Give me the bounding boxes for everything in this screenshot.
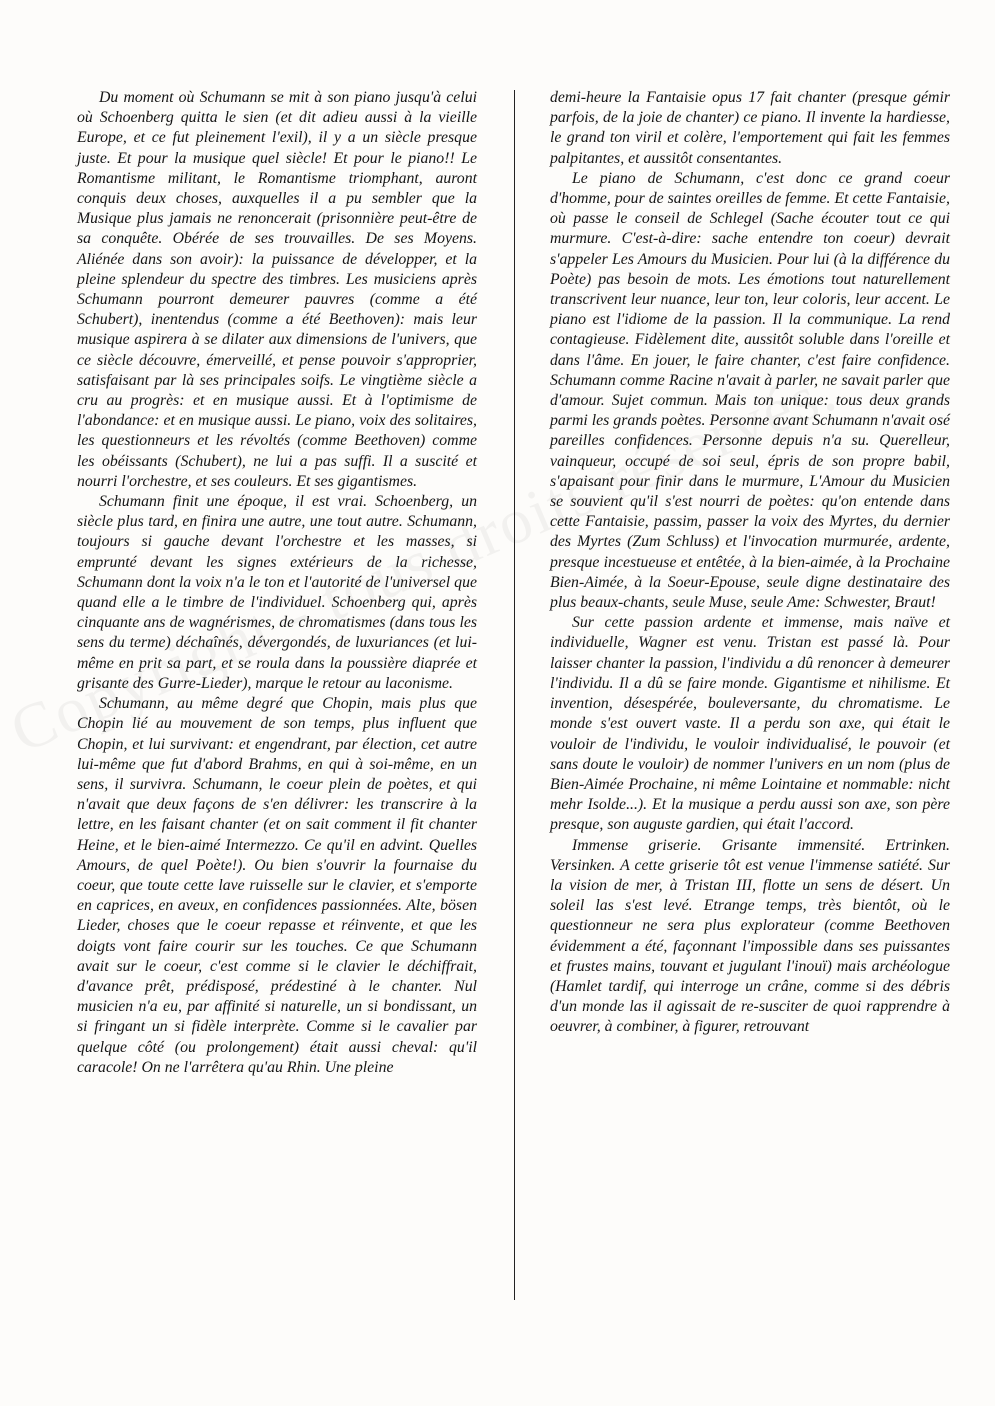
- paragraph: Schumann finit une époque, il est vrai. Schoenberg, un siècle plus tard, en finira une autre, une tout autre. Schumann, toujours si gauche devant l'orchestre et les masses, si emprunté devant les signes extérieurs de la richesse, Schumann dont la voix n'a le ton et l'autorité de l'universel que quand elle a le timbre de l'individuel. Schoenberg qui, après cinquante ans de wagnérismes, de chromatismes (dans tous les sens du terme) déchaînés, dévergondés, de luxuriances (et lui-même en prit sa part, et se roula dans la poussière diaprée et grisante des Gurre-Lieder), marque le retour au laconisme.: [77, 493, 477, 692]
- paragraph: Le piano de Schumann, c'est donc ce grand coeur d'homme, pour de saintes oreilles de femme. Et cette Fantaisie, où passe le conseil de Schlegel (Sache écouter tout ce qui murmure. C'est-à-dire: sache entendre ton coeur) devrait s'appeler Les Amours du Musicien. Pour lui (à la différence du Poète) pas besoin de mots. Les émotions tout naturellement transcrivent leur nuance, leur ton, leur coloris, leur accent. Le piano est l'idiome de la passion. Il la communique. La rend contagieuse. Fidèlement dite, aussitôt soluble dans l'oreille et dans l'âme. En jouer, le faire chanter, c'est faire confidence. Schumann comme Racine n'avait à parler, ne savait parler que d'amour. Sujet commun. Mais ton unique: tous deux grands parmi les grands poètes. Personne avant Schumann n'avait osé pareilles confidences. Personne depuis n'a su. Querelleur, vainqueur, occupé de soi seul, épris de son propre babil, s'apaisant pour finir dans le murmure, L'Amour du Musicien se souvient qu'il s'est nourri de poètes: qu'on entende dans cette Fantaisie, passim, passer la voix des Myrtes, du dernier des Myrtes (Zum Schluss) et l'invocation murmurée, ardente, presque incestueuse et entêtée, à la bien-aimée, à la Prochaine Bien-Aimée, à la Soeur-Epouse, seule digne destinataire des plus beaux-chants, seule Muse, seule Ame: Schwester, Braut!: [550, 169, 950, 612]
- paragraph: Immense griserie. Grisante immensité. Ertrinken. Versinken. A cette griserie tôt est venue l'immense satiété. Sur la vision de mer, à Tristan III, flotte un sens de désert. Un soleil las s'est levé. Etrange temps, très bientôt, où le questionneur ne sera plus explorateur (comme Beethoven évidemment a été, façonnant l'impossible dans ses puissantes et frustes mains, touvant et jugulant l'inouï) mais archéologue (Hamlet tardif, qui interroge un crâne, comme si des débris d'un monde las il agissait de re-susciter de quoi rapprendre à oeuvrer, à combiner, à figurer, retrouvant: [550, 836, 950, 1036]
- paragraph: Sur cette passion ardente et immense, mais naïve et individuelle, Wagner est venu. Tristan est passé là. Pour laisser chanter la passion, l'individu a dû renoncer à demeurer l'individu. Il a dû se faire monde. Gigantisme et nihilisme. Et invention, désespérée, bouleversante, du chromatisme. Le monde s'est ouvert vaste. Il a perdu son axe, qui était le vouloir de l'individu, le vouloir individualisé, le pouvoir (et sans doute le vouloir) de nommer l'univers en un nom (plus de Bien-Aimée Prochaine, ni même Lointaine et nommable: nicht mehr Isolde...). Et la musique a perdu aussi son axe, son père presque, son auguste gardien, qui était l'accord.: [550, 614, 950, 834]
- left-column: [77, 88, 477, 1078]
- paragraph-continued: demi-heure la Fantaisie opus 17 fait chanter (presque gémir parfois, de la joie de chanter) ce piano. Il invente la hardiesse, le grand ton viril et colère, l'emportement qui fait les femmes palpitantes, et aussitôt consentantes.: [550, 89, 950, 167]
- paragraph: Schumann, au même degré que Chopin, mais plus que Chopin lié au mouvement de son temps, plus influent que Chopin, et lui survivant: et engendrant, par élection, cet autre lui-même que fut d'abord Brahms, en qui à soi-même, en un sens, il survivra. Schumann, le coeur plein de poètes, et qui n'avait que deux façons de s'en délivrer: les transcrire à la lettre, en les faisant chanter (et on sait comment il fit chanter Heine, et le bien-aimé Intermezzo. Ce qu'il en advint. Quelles Amours, de quel Poète!). Ou bien s'ouvrir la fournaise du coeur, que toute cette lave ruisselle sur le clavier, et s'emporte en caprices, en aveux, en confidences passionnées. Alte, bösen Lieder, choses que le coeur repasse et réinvente, et que les doigts vont faire courir sur les touches. Ce que Schumann avait sur le coeur, c'est comme si le clavier le déchiffrait, d'avance prêt, prédisposé, prédestiné à le chanter. Nul musicien n'a eu, par affinité si naturelle, un si bondissant, un si fringant un si fidèle interprète. Comme si le cavalier par quelque côté (ou prolongement) était aussi cheval: qu'il caracole! On ne l'arrêtera qu'au Rhin. Une pleine: [77, 695, 477, 1076]
- right-column: [550, 88, 950, 1038]
- column-divider: [514, 90, 515, 1300]
- paragraph: Du moment où Schumann se mit à son piano jusqu'à celui où Schoenberg quitta le sien (et dit adieu aussi à la vieille Europe, et ce fut pleinement l'exil), il y a un siècle presque juste. Et pour la musique quel siècle! Et pour le piano!! Le Romantisme militant, le Romantisme triomphant, auront conquis deux choses, auxquelles il a pu sembler que la Musique plus jamais ne renoncerait (prisonnière peut-être de sa conquête. Obérée de ses trouvailles. De ses Moyens. Aliénée dans son avoir): la puissance de développer, et la pleine splendeur du spectre des timbres. Les musiciens après Schumann pourront demeurer pauvres (comme a été Schubert), inentendus (comme a été Beethoven): mais leur musique aspirera à se dilater aux dimensions de l'univers, que ce siècle découvre, émerveillé, et pense pouvoir s'approprier, satisfaisant par là ses principales soifs. Le vingtième siècle a cru au progrès: et en musique aussi. Et à l'optimisme de l'abondance: et en musique aussi. Le piano, voix des solitaires, les questionneurs et les révoltés (comme Beethoven) comme les obéissants (Schubert), ne lui a pas suffi. Il a suscité et nourri l'orchestre, et ses couleurs. Et ses gigantismes.: [77, 89, 477, 490]
